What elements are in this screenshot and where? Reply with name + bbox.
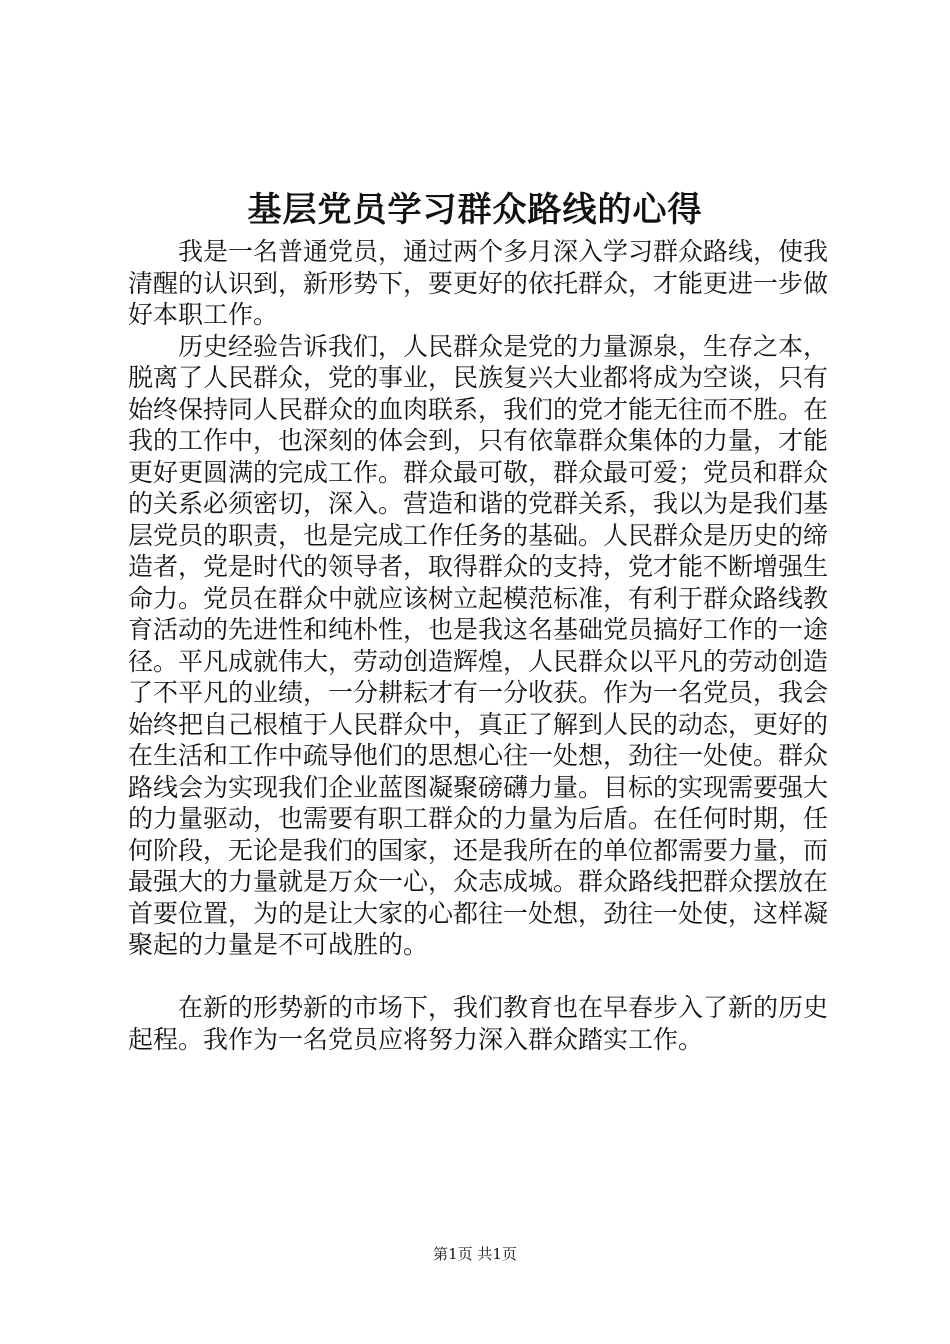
page-number-footer: 第1页 共1页 [433,1245,517,1263]
paragraph-history: 历史经验告诉我们，人民群众是党的力量源泉，生存之本，脱离了人民群众，党的事业，民族复兴大业都将成为空谈，只有始终保持同人民群众的血肉联系，我们的党才能无往而不胜。在我的工作中，也深刻的体会到，只有依靠群众集体的力量，才能更好更圆满的完成工作。群众最可敬，群众最可爱；党员和群众的关系必须密切，深入。营造和谐的党群关系，我以为是我们基层党员的职责，也是完成工作任务的基础。人民群众是历史的缔造者，党是时代的领导者，取得群众的支持，党才能不断增强生命力。党员在群众中就应该树立起模范标准，有利于群众路线教育活动的先进性和纯朴性，也是我这名基础党员搞好工作的一途径。平凡成就伟大，劳动创造辉煌，人民群众以平凡的劳动创造了不平凡的业绩，一分耕耘才有一分收获。作为一名党员，我会始终把自己根植于人民群众中，真正了解到人民的动态，更好的在生活和工作中疏导他们的思想心往一处想，劲往一处使。群众路线会为实现我们企业蓝图凝聚磅礴力量。目标的实现需要强大的力量驱动，也需要有职工群众的力量为后盾。在任何时期，任何阶段，无论是我们的国家，还是我所在的单位都需要力量，而最强大的力量就是万众一心，众志成城。群众路线把群众摆放在首要位置，为的是让大家的心都往一处想，劲往一处使，这样凝聚起的力量是不可战胜的。 [128,331,829,959]
paragraph-spacer [128,961,828,993]
paragraph-conclusion: 在新的形势新的市场下，我们教育也在早春步入了新的历史起程。我作为一名党员应将努力深入群众踏实工作。 [128,993,829,1054]
document-body [128,236,828,1055]
document-title: 基层党员学习群众路线的心得 [247,190,703,230]
paragraph-intro: 我是一名普通党员，通过两个多月深入学习群众路线，使我清醒的认识到，新形势下，要更好的依托群众，才能更进一步做好本职工作。 [128,237,829,329]
